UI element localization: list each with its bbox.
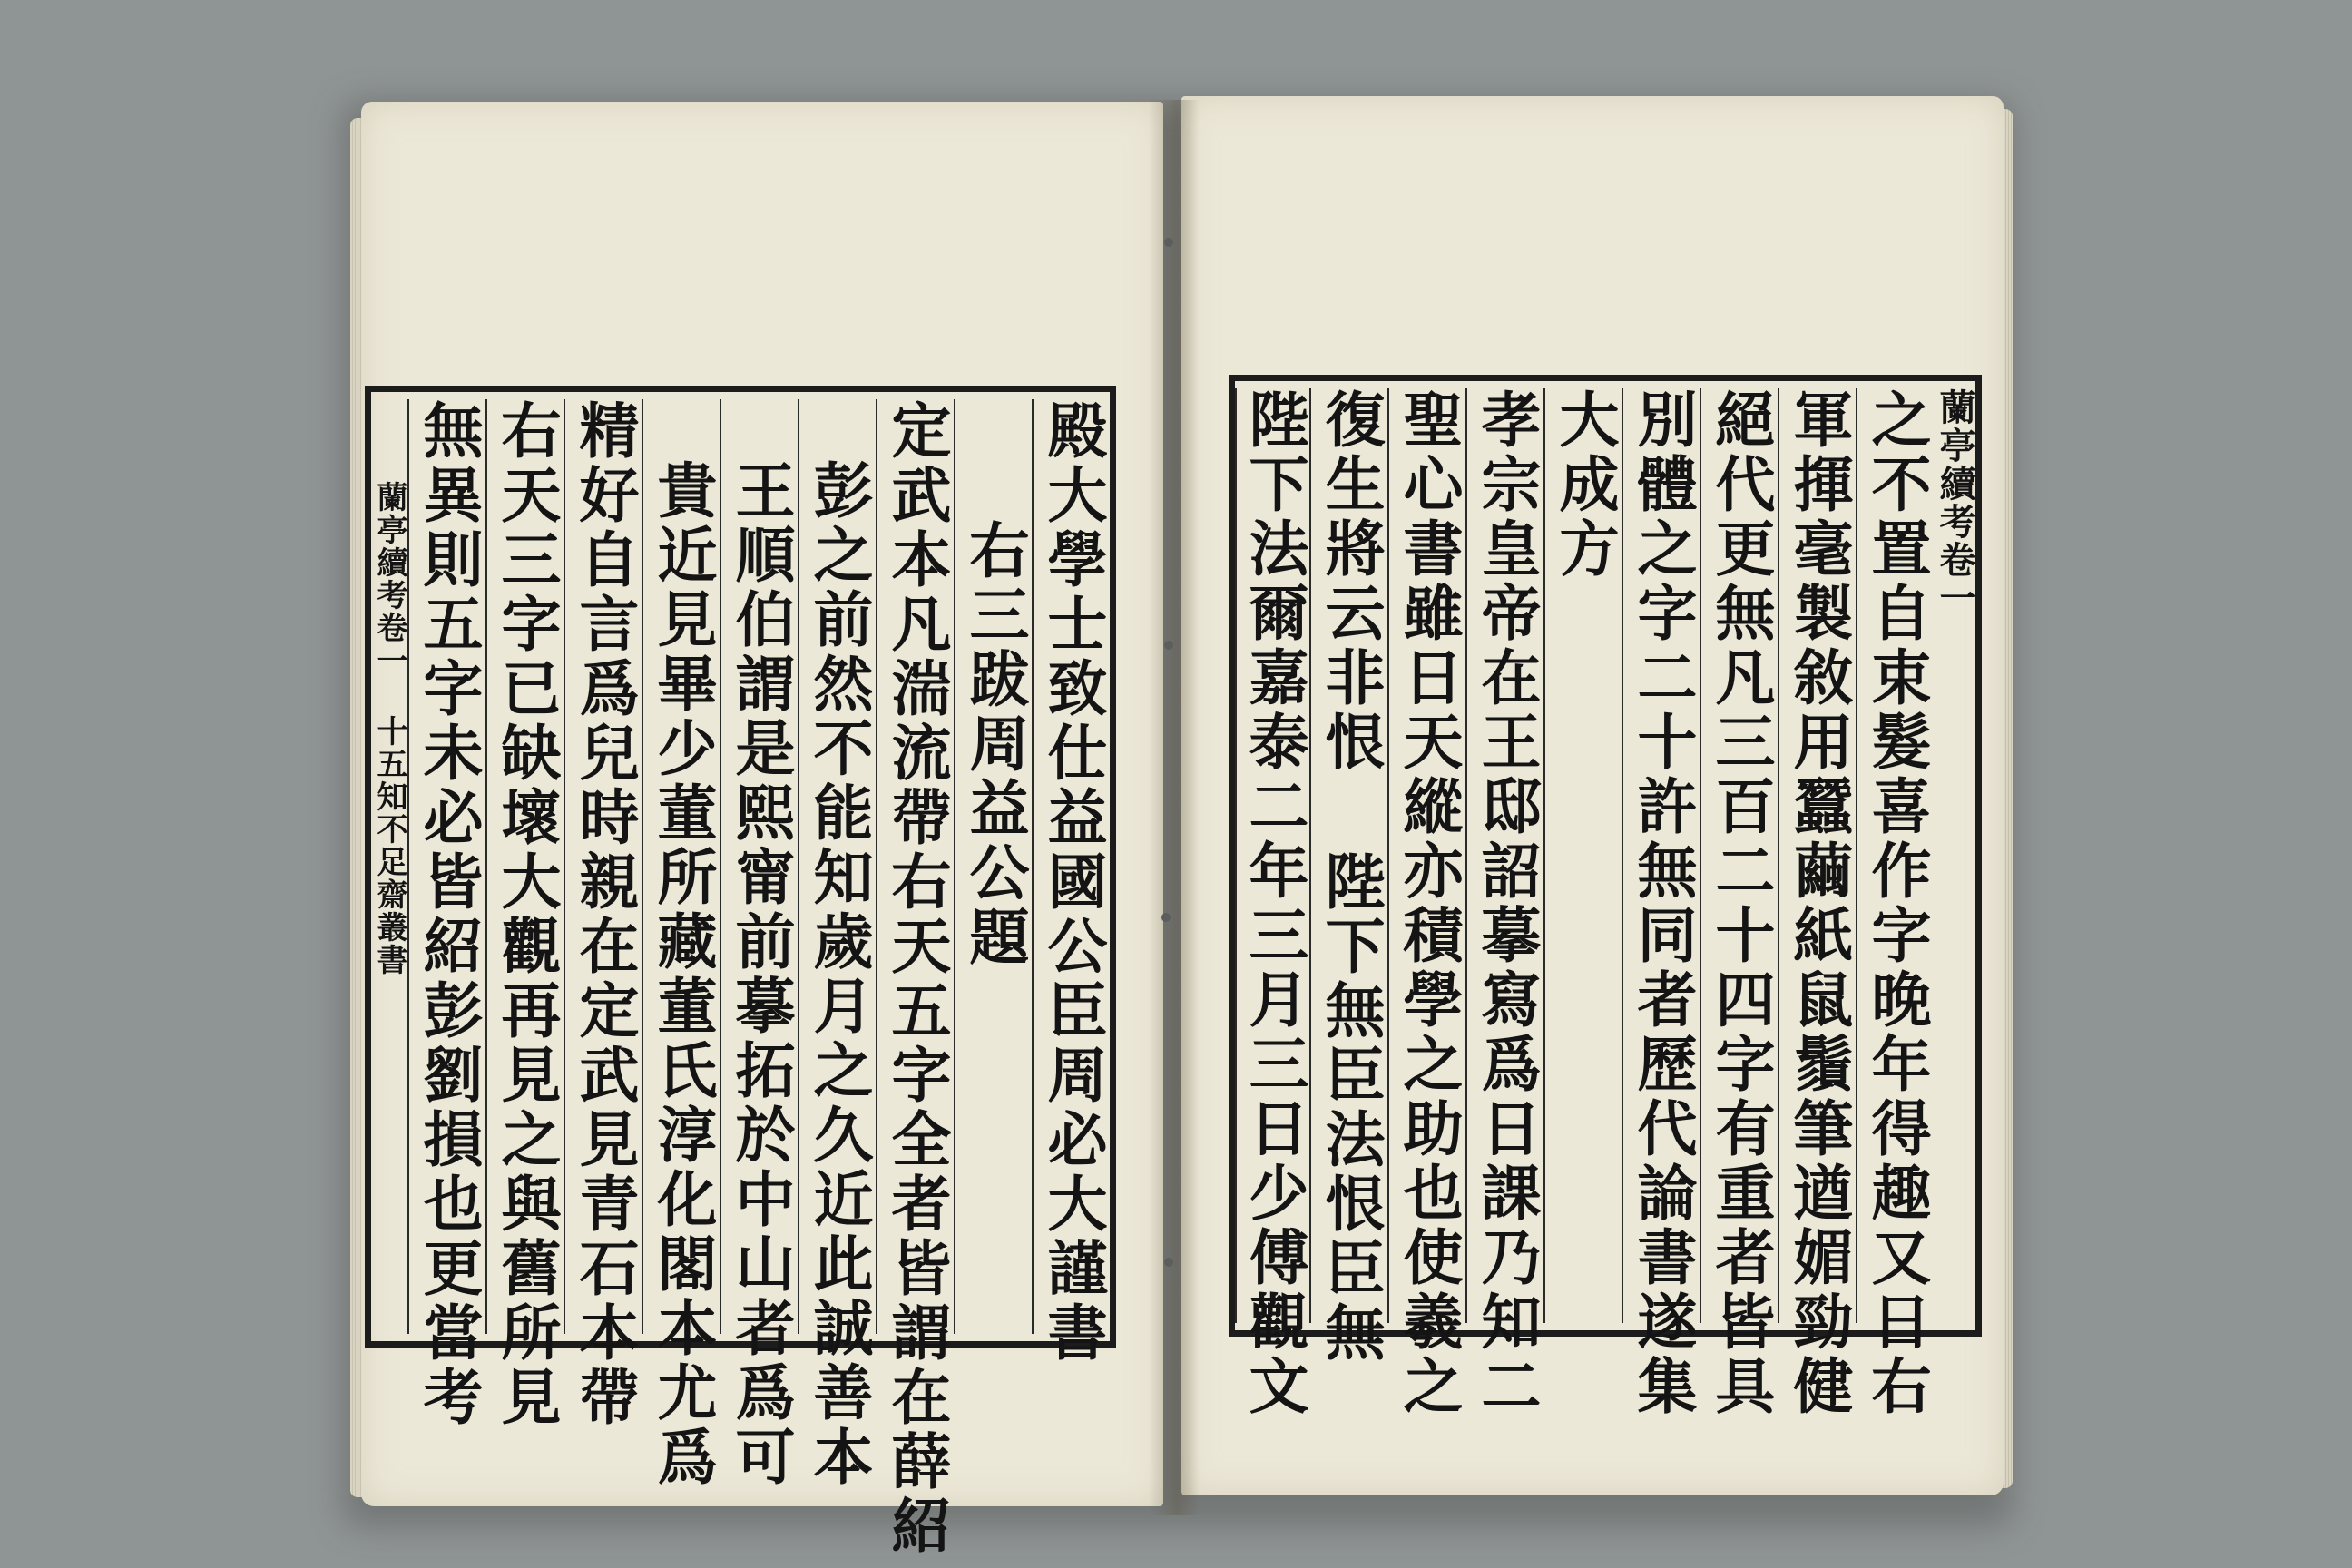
column-text: 殿大學士致仕益國公臣周必大謹書 xyxy=(1037,399,1108,1366)
running-title-column xyxy=(1934,388,1975,1323)
text-column xyxy=(876,399,956,1559)
column-text: 軍揮毫製敘用蠶繭紙鼠鬚筆遒媚勁健 xyxy=(1783,388,1854,1419)
text-column xyxy=(1032,399,1112,1366)
text-column xyxy=(1309,388,1389,1366)
column-text: 王順伯謂是熙甯前摹拓於中山者爲可 xyxy=(725,459,796,1490)
text-column xyxy=(720,399,799,1490)
binding-stitch xyxy=(1164,238,1173,247)
column-text: 精好自言爲兒時親在定武見青石本帶 xyxy=(569,399,640,1430)
running-title: 蘭亭續考卷一 xyxy=(1934,388,1976,617)
text-column xyxy=(1622,388,1701,1419)
right-text-frame xyxy=(1229,375,1982,1419)
left-text-frame xyxy=(365,386,1116,1559)
column-text: 之不置自束髮喜作字晚年得趣又日右 xyxy=(1861,388,1932,1419)
column-text: 右天三字已缺壞大觀再見之與舊所見 xyxy=(491,399,562,1430)
binding-stitch xyxy=(1164,641,1173,650)
book-gutter xyxy=(1149,100,1200,1515)
text-column xyxy=(485,399,565,1430)
colophon-text: 蘭亭續考卷一 十五知不足齋叢書 xyxy=(371,481,407,976)
text-column xyxy=(1465,388,1545,1419)
page-colophon xyxy=(371,399,407,1334)
column-text: 定武本凡湍流帶右天五字全者皆謂在薛紹 xyxy=(881,399,952,1559)
column-text: 孝宗皇帝在王邸詔摹寫爲日課乃知二 xyxy=(1471,388,1542,1419)
column-text: 陛下法爾嘉泰二年三月三日少傅觀文 xyxy=(1239,388,1309,1419)
column-text: 右三跋周益公題 xyxy=(959,519,1030,970)
text-column xyxy=(798,399,877,1490)
binding-stitch xyxy=(1164,1258,1173,1267)
column-text: 貴近見畢少董所藏董氏淳化閣本尤爲 xyxy=(647,459,718,1490)
column-text: 別體之字二十許無同者歷代論書遂集 xyxy=(1627,388,1698,1419)
column-text: 聖心書雖日天縱亦積學之助也使羲之 xyxy=(1393,388,1464,1419)
binding-stitch xyxy=(1161,913,1171,922)
text-column xyxy=(954,399,1034,1334)
text-column xyxy=(1856,388,1936,1419)
text-column xyxy=(1544,388,1623,1323)
column-text: 復生將云非恨 陛下無臣法恨臣無 xyxy=(1315,388,1386,1366)
column-text: 絕代更無凡三百二十四字有重者皆具 xyxy=(1705,388,1776,1419)
text-column xyxy=(1700,388,1779,1419)
text-column xyxy=(642,399,721,1490)
text-column xyxy=(1387,388,1467,1419)
text-column xyxy=(564,399,643,1430)
column-text: 彭之前然不能知歲月之久近此誠善本 xyxy=(803,459,874,1490)
column-text: 無異則五字未必皆紹彭劉損也更當考 xyxy=(413,399,484,1430)
text-column xyxy=(1778,388,1857,1419)
text-column xyxy=(1235,388,1311,1419)
column-text: 大成方 xyxy=(1549,388,1620,582)
text-column xyxy=(407,399,487,1430)
